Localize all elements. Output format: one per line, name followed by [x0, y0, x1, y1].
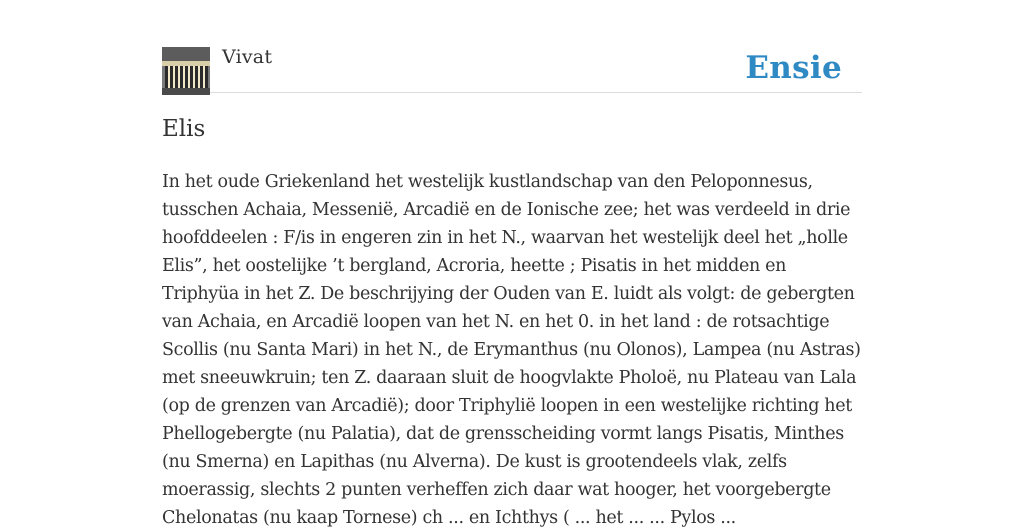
body-line: Triphyüa in het Z. De beschrijying der Ouden van E. luidt als volgt: de gebergten — [162, 284, 855, 304]
body-line: Chelonatas (nu kaap Tornese) ch ... en Ichthys ( ... het ... ... Pylos ... — [162, 508, 736, 528]
body-line: Elis”, het oostelijke ’t bergland, Acroria, heette ; Pisatis in het midden en — [162, 256, 787, 276]
body-line: Phellogebergte (nu Palatia), dat de grensscheiding vormt langs Pisatis, Minthes — [162, 424, 844, 444]
entry-body — [162, 168, 862, 532]
body-line: tusschen Achaia, Messenië, Arcadië en de Ionische zee; het was verdeeld in drie — [162, 200, 851, 220]
body-line: met sneeuwkruin; ten Z. daaraan sluit de hoogvlakte Pholoë, nu Plateau van Lala — [162, 368, 857, 388]
author-avatar[interactable] — [162, 47, 210, 95]
body-line: In het oude Griekenland het westelijk kustlandschap van den Peloponnesus, — [162, 172, 813, 192]
header — [162, 46, 862, 93]
body-line: (nu Smerna) en Lapithas (nu Alverna). De kust is grootendeels vlak, zelfs — [162, 452, 787, 472]
entry-title: Elis — [162, 116, 206, 142]
body-line: Scollis (nu Santa Mari) in het N., de Erymanthus (nu Olonos), Lampea (nu Astras) — [162, 340, 861, 360]
avatar-image — [162, 47, 210, 95]
author-name[interactable]: Vivat — [222, 46, 273, 68]
brand-logo[interactable]: Ensie — [745, 50, 842, 86]
body-line: van Achaia, en Arcadië loopen van het N. en het 0. in het land : de rotsachtige — [162, 312, 830, 332]
body-line: moerassig, slechts 2 punten verheffen zich daar wat hooger, het voorgebergte — [162, 480, 831, 500]
body-line: hoofddeelen : F/is in engeren zin in het N., waarvan het westelijk deel het „holle — [162, 228, 848, 248]
body-line: (op de grenzen van Arcadië); door Triphylië loopen in een westelijke richting het — [162, 396, 852, 416]
